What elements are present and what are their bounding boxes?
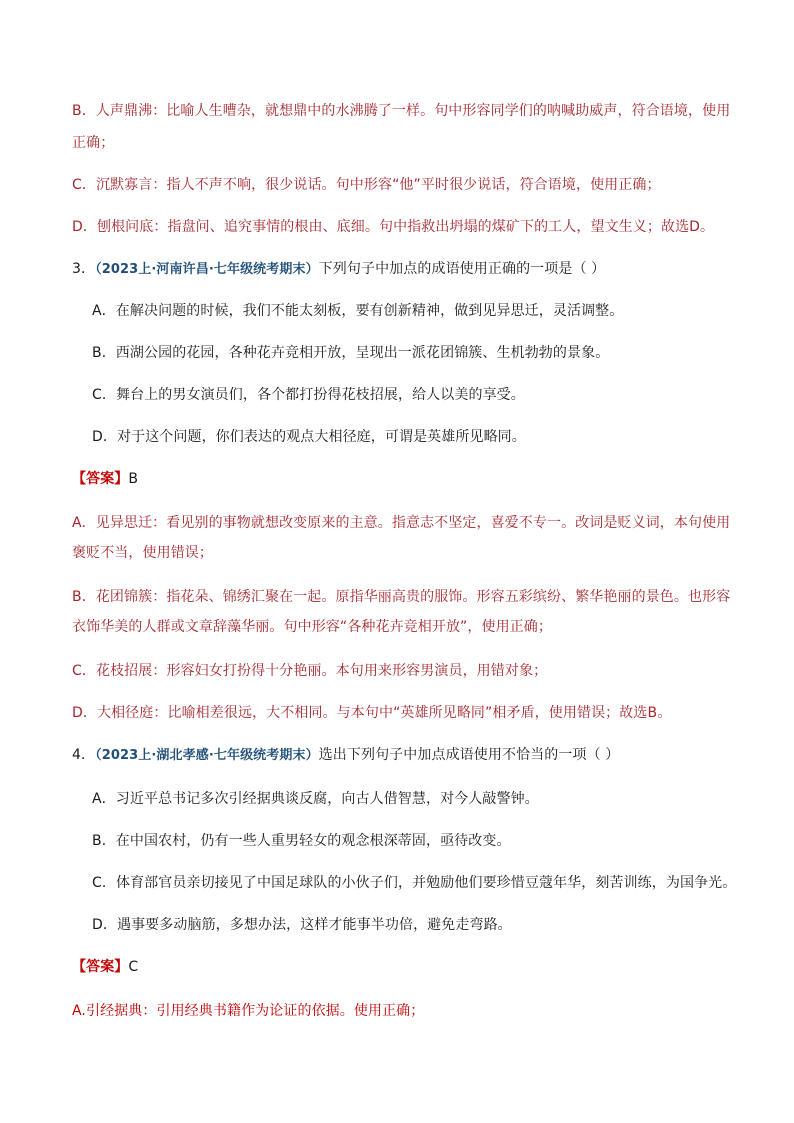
- question-4-stem: [72, 745, 619, 766]
- question-text: 选出下列句子中加点成语使用不恰当的一项（ ）: [318, 747, 620, 763]
- question-source: （2023上·河南许昌·七年级统考期末）: [95, 262, 319, 277]
- question-source: （2023上·湖北孝感·七年级统考期末）: [95, 748, 319, 763]
- question-3-stem: [72, 259, 605, 280]
- explanation-line: D．大相径庭：比喻相差很远，大不相同。与本句中“英雄所见略同”相矛盾，使用错误；故选B。: [72, 705, 672, 721]
- explanation-line: B．花团锦簇：指花朵、锦绣汇聚在一起。原指华丽高贵的服饰。形容五彩缤纷、繁华艳丽的景色。也形容: [72, 589, 731, 605]
- question-number: 4．: [72, 747, 96, 763]
- explanation-line: 正确；: [72, 135, 115, 151]
- answer-line: [72, 469, 138, 489]
- question-number: 3．: [72, 261, 96, 277]
- answer-label: 【答案】: [72, 471, 129, 487]
- explanation-line: 褒贬不当，使用错误；: [72, 545, 213, 561]
- option-b: B．在中国农村，仍有一些人重男轻女的观念根深蒂固，亟待改变。: [92, 833, 511, 849]
- option-b: B．西湖公园的花园，各种花卉竞相开放，呈现出一派花团锦簇、生机勃勃的景象。: [92, 345, 610, 361]
- explanation-line: C．花枝招展：形容妇女打扮得十分艳丽。本句用来形容男演员，用错对象；: [72, 663, 548, 679]
- option-d: D．遇事要多动脑筋，多想办法，这样才能事半功倍，避免走弯路。: [92, 917, 512, 933]
- option-d: D．对于这个问题，你们表达的观点大相径庭，可谓是英雄所见略同。: [92, 429, 526, 445]
- answer-value: B: [128, 471, 139, 487]
- explanation-line: C．沉默寡言：指人不声不响，很少说话。句中形容“他”平时很少说话，符合语境，使用正确；: [72, 177, 661, 193]
- question-text: 下列句子中加点的成语使用正确的一项是（ ）: [318, 261, 606, 277]
- explanation-line: 衣饰华美的人群或文章辞藻华丽。句中形容“各种花卉竞相开放”，使用正确；: [72, 619, 553, 635]
- explanation-line: D．刨根问底：指盘问、追究事情的根由、底细。句中指救出坍塌的煤矿下的工人，望文生义；故选D。: [72, 219, 715, 235]
- explanation-line: A.引经据典：引用经典书籍作为论证的依据。使用正确；: [72, 1003, 425, 1019]
- explanation-line: B．人声鼎沸：比喻人生嘈杂，就想鼎中的水沸腾了一样。句中形容同学们的呐喊助威声，符合语境，使用: [72, 103, 731, 119]
- option-c: C．舞台上的男女演员们，各个都打扮得花枝招展，给人以美的享受。: [92, 387, 525, 403]
- answer-line: [72, 957, 138, 977]
- answer-value: C: [128, 959, 139, 975]
- option-c: C．体育部官员亲切接见了中国足球队的小伙子们，并勉励他们要珍惜豆蔻年华，刻苦训练，为国争光。: [92, 875, 737, 891]
- answer-label: 【答案】: [72, 959, 129, 975]
- option-a: A．在解决问题的时候，我们不能太刻板，要有创新精神，做到见异思迁，灵活调整。: [92, 303, 624, 319]
- explanation-line: A．见异思迁：看见别的事物就想改变原来的主意。指意志不坚定，喜爱不专一。改词是贬义词，本句使用: [72, 515, 731, 531]
- option-a: A．习近平总书记多次引经据典谈反腐，向古人借智慧，对今人敲警钟。: [92, 791, 539, 807]
